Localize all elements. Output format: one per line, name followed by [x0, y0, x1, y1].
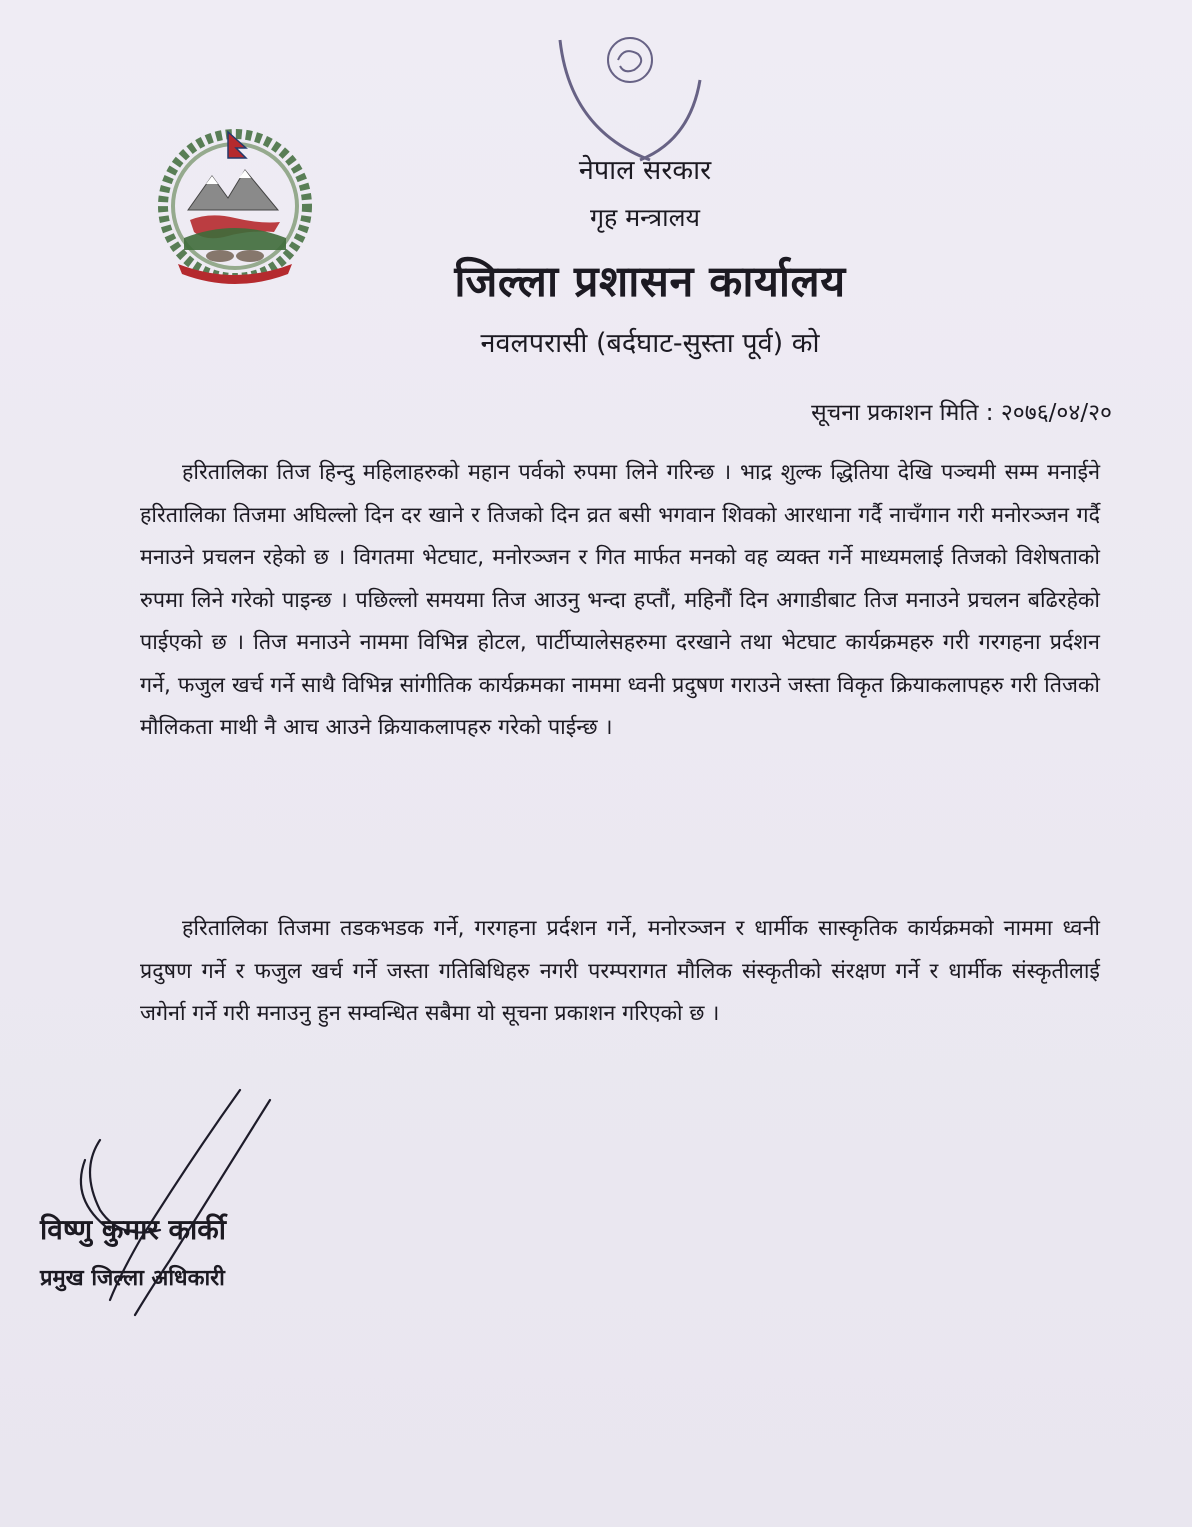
notice-paragraph-2: हरितालिका तिजमा तडकभडक गर्ने, गरगहना प्रर्दशन गर्ने, मनोरञ्जन र धार्मीक सास्कृतिक कार्यक्रमको नाममा ध्वनी प्रदुषण गर्ने र फजुल खर्च गर्ने जस्ता गतिबिधिहरु नगरी परम्परागत मौलिक संस्कृतीको संरक्षण गर्ने र धार्मीक संस्कृतीलाई जगेर्ना गर्ने गरी मनाउनु हुन सम्वन्धित सबैमा यो सूचना प्रकाशन गरिएको छ । — [140, 916, 1100, 1026]
district-name: नवलपरासी (बर्दघाट-सुस्ता पूर्व) को — [480, 328, 820, 359]
national-emblem-icon — [150, 118, 320, 288]
government-name: नेपाल सरकार — [578, 155, 712, 186]
notice-publish-date: सूचना प्रकाशन मिति : २०७६/०४/२० — [811, 400, 1112, 426]
signatory-title: प्रमुख जिल्ला अधिकारी — [40, 1266, 225, 1291]
ministry-name: गृह मन्त्रालय — [589, 203, 701, 232]
notice-paragraph-1: हरितालिका तिज हिन्दु महिलाहरुको महान पर्वको रुपमा लिने गरिन्छ । भाद्र शुल्क द्धितिया देखि पञ्चमी सम्म मनाईने हरितालिका तिजमा अघिल्लो दिन दर खाने र तिजको दिन व्रत बसी भगवान शिवको आरधाना गर्दै नाचँगान गरी मनोरञ्जन गर्दै मनाउने प्रचलन रहेको छ । विगतमा भेटघाट, मनोरञ्जन र गित मार्फत मनको वह व्यक्त गर्ने माध्यमलाई तिजको विशेषताको रुपमा लिने गरेको पाइन्छ । पछिल्लो समयमा तिज आउनु भन्दा हप्तौं, महिनौं दिन अगाडीबाट तिज मनाउने प्रचलन बढिरहेको पाईएको छ । तिज मनाउने नाममा विभिन्न होटल, पार्टीप्यालेसहरुमा दरखाने तथा भेटघाट कार्यक्रमहरु गरी गरगहना प्रर्दशन गर्ने, फजुल खर्च गर्ने साथै विभिन्न सांगीतिक कार्यक्रमका नाममा ध्वनी प्रदुषण गराउने जस्ता विकृत क्रियाकलापहरु गरी तिजको मौलिकता माथी नै आच आउने क्रियाकलापहरु गरेको पाईन्छ । — [140, 460, 1100, 740]
office-title: जिल्ला प्रशासन कार्यालय — [454, 257, 846, 307]
signatory-name: विष्णु कुमार कार्की — [40, 1213, 227, 1246]
